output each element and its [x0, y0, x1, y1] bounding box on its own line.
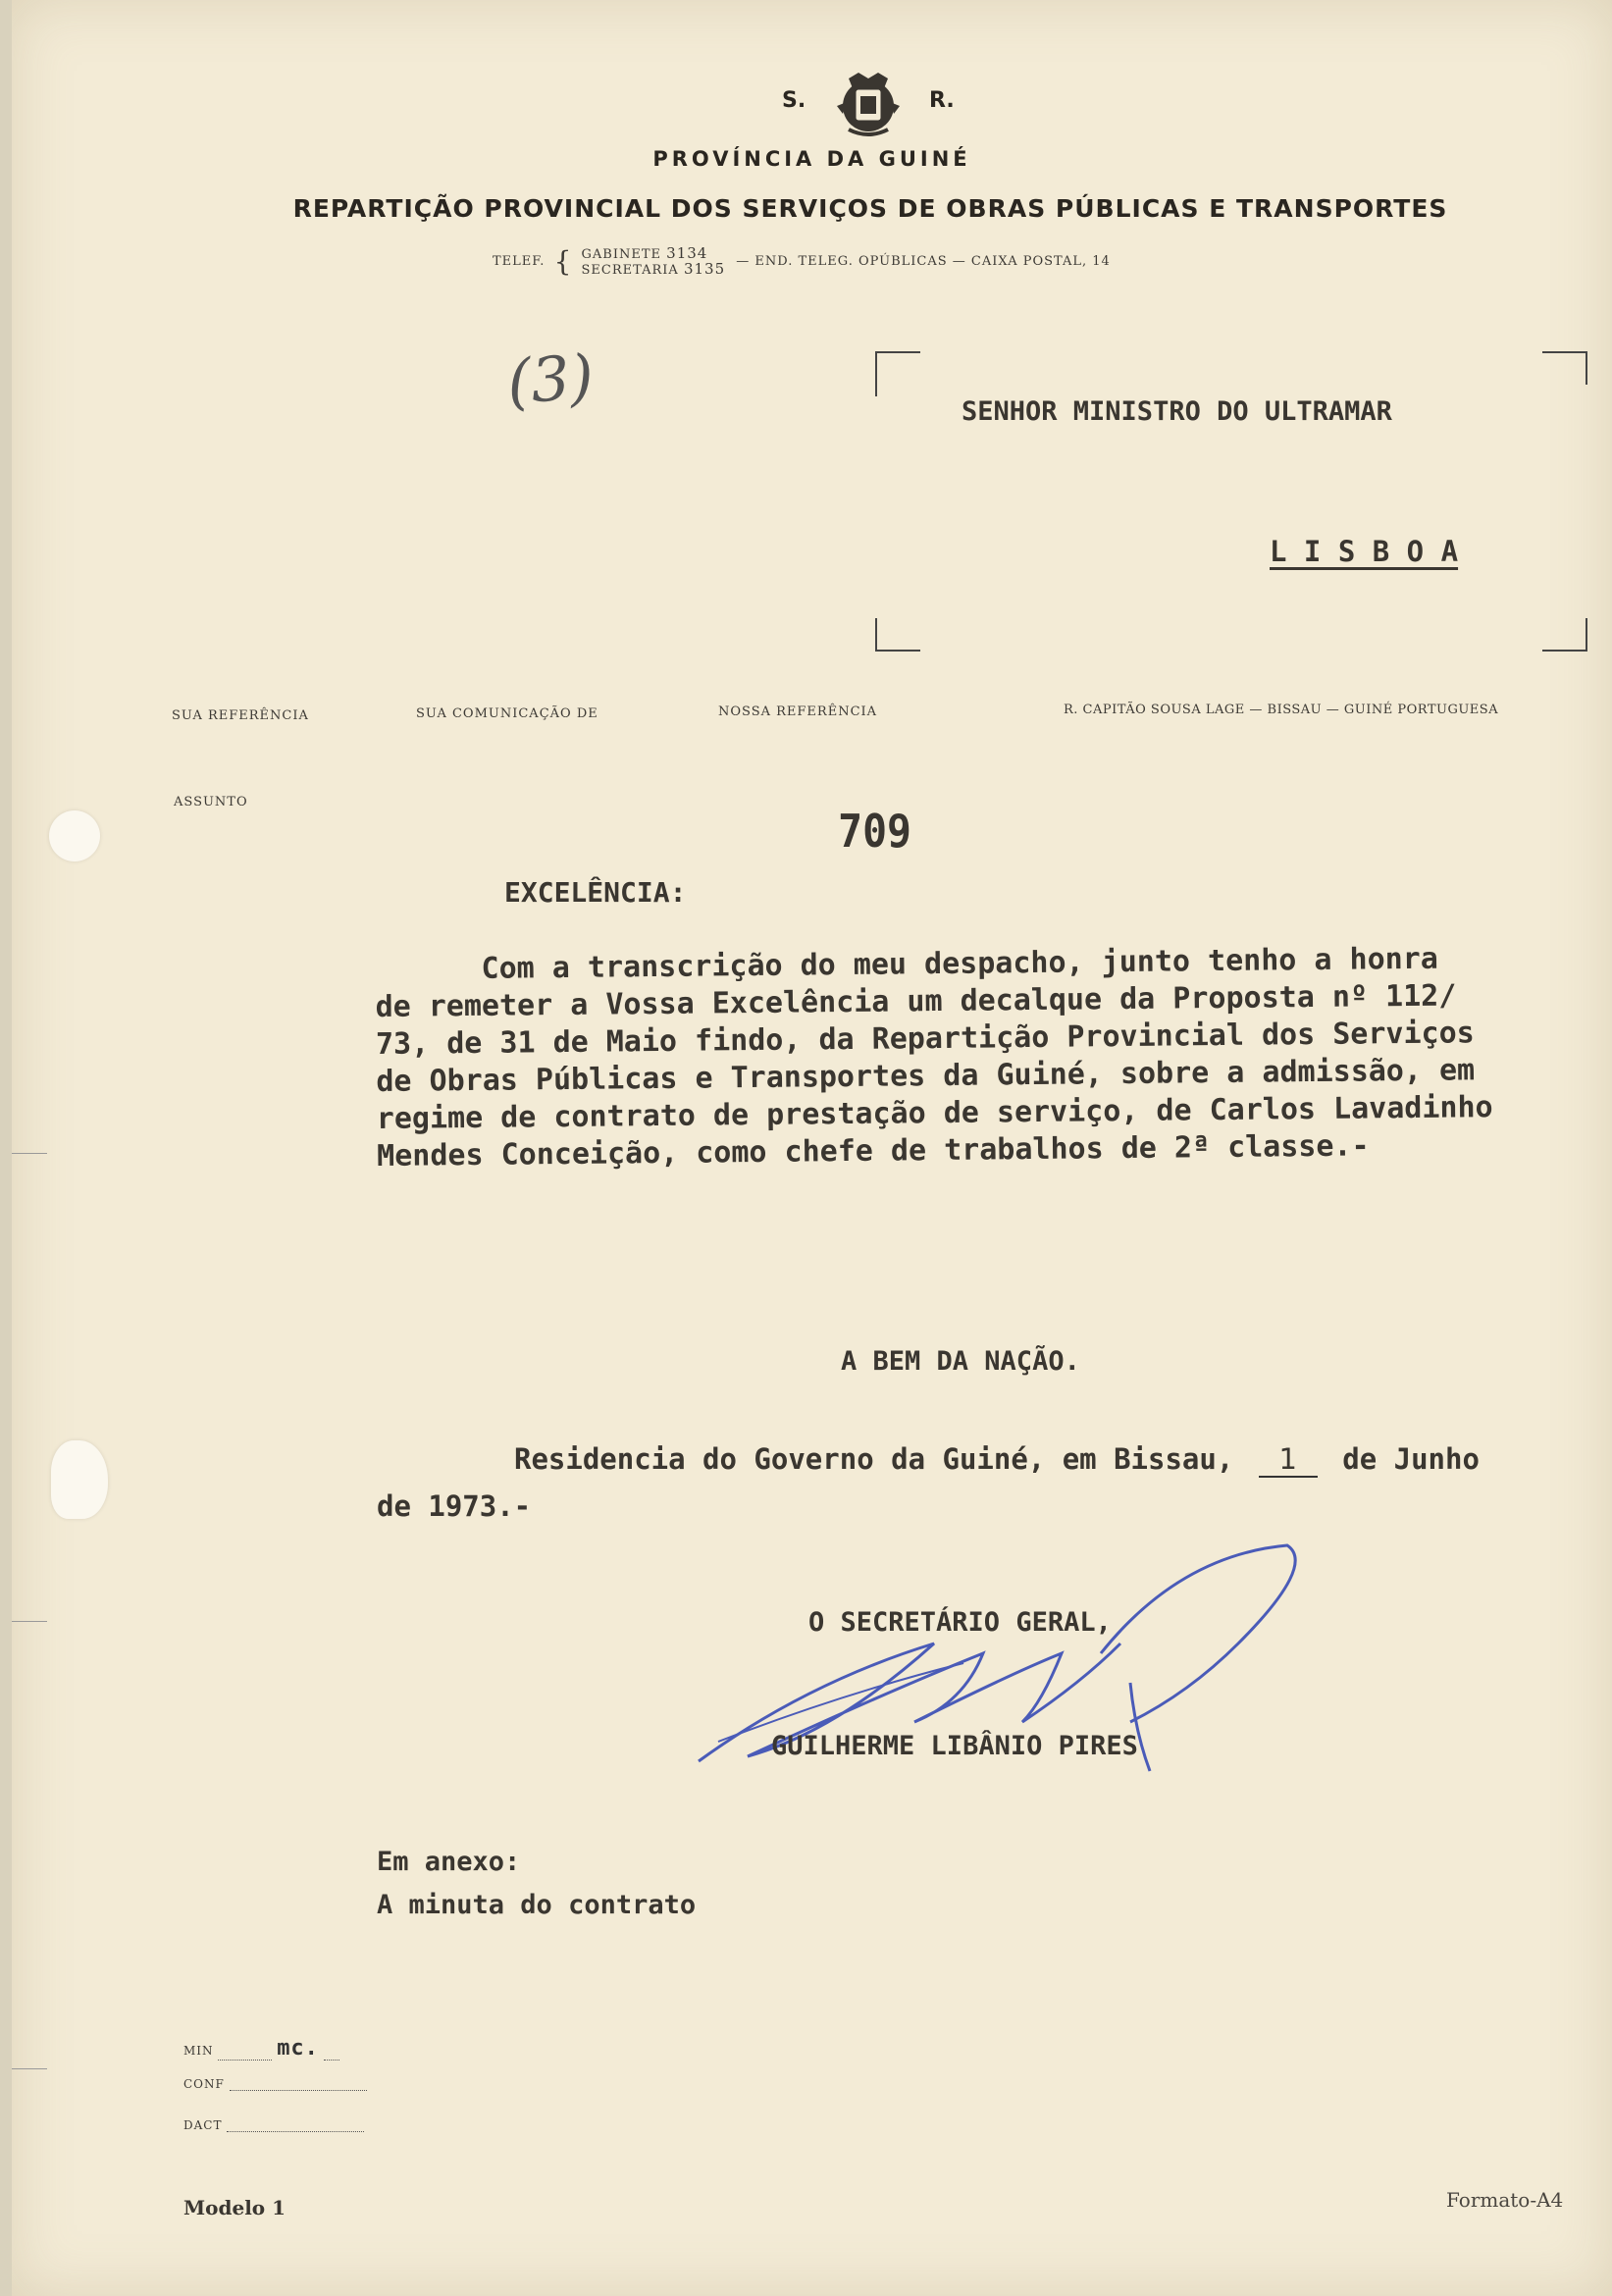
enclosure-item: A minuta do contrato	[377, 1890, 697, 1920]
dact-row	[183, 2117, 364, 2132]
document-page	[12, 0, 1612, 2296]
signatory-title: O SECRETÁRIO GERAL,	[808, 1607, 1112, 1638]
date-day: 1	[1259, 1442, 1318, 1478]
body-line-2: de remeter a Vossa Excelência um decalque da Proposta nº 112/	[375, 978, 1457, 1024]
gabinete-number: 3134	[666, 243, 708, 262]
body-line-5: regime de contrato de prestação de serviço, de Carlos Lavadinho	[376, 1090, 1493, 1136]
body-line-1: Com a transcrição do meu despacho, junto tenho a honra	[375, 941, 1439, 987]
sua-referencia-label: SUA REFERÊNCIA	[172, 708, 309, 723]
date-line	[514, 1442, 1480, 1478]
body-paragraph	[375, 939, 1612, 1175]
formato-label: Formato-A4	[1446, 2188, 1564, 2212]
signatory-name: GUILHERME LIBÂNIO PIRES	[771, 1731, 1138, 1761]
conf-label: CONF	[183, 2077, 225, 2091]
modelo-label: Modelo 1	[183, 2196, 286, 2219]
phone-block	[581, 243, 726, 278]
window-corner-br	[1542, 618, 1587, 652]
min-value: mc.	[277, 2036, 319, 2061]
edge-mark-2	[12, 1621, 47, 1622]
department-title: REPARTIÇÃO PROVINCIAL DOS SERVIÇOS DE OBRAS PÚBLICAS E TRANSPORTES	[292, 194, 1448, 223]
min-row	[183, 2036, 339, 2061]
recipient-city: L I S B O A	[1270, 535, 1459, 568]
edge-mark-3	[12, 2068, 47, 2069]
enclosure-label: Em anexo:	[377, 1847, 521, 1877]
secretaria-number: 3135	[683, 259, 726, 278]
telephone-line	[493, 245, 1111, 278]
address-line: — END. TELEG. OPÚBLICAS — CAIXA POSTAL, 14	[736, 254, 1111, 269]
recipient-line1: SENHOR MINISTRO DO ULTRAMAR	[962, 396, 1392, 427]
body-line-4: de Obras Públicas e Transportes da Guiné, sobre a admissão, em	[376, 1053, 1476, 1099]
date-year: de 1973.-	[377, 1489, 532, 1523]
window-corner-bl	[875, 618, 920, 652]
conf-row	[183, 2076, 367, 2091]
body-line-3: 73, de 31 de Maio findo, da Repartição Provincial dos Serviços	[375, 1016, 1475, 1062]
bracket: {	[553, 245, 573, 278]
letterhead-s: S.	[782, 88, 806, 113]
body-line-6: Mendes Conceição, como chefe de trabalhos de 2ª classe.-	[377, 1128, 1370, 1174]
handwritten-annotation: (3)	[504, 340, 597, 418]
telef-label: TELEF.	[493, 254, 546, 269]
document-number: 709	[838, 805, 911, 858]
sua-comunicacao-label: SUA COMUNICAÇÃO DE	[416, 706, 598, 721]
dact-dots	[227, 2117, 364, 2132]
min-label: MIN	[183, 2044, 214, 2058]
window-corner-tr	[1542, 351, 1587, 385]
gabinete-label: GABINETE	[581, 246, 662, 262]
province-title: PROVÍNCIA DA GUINÉ	[652, 147, 971, 171]
secretaria-label: SECRETARIA	[581, 262, 679, 278]
window-corner-tl	[875, 351, 920, 396]
coat-of-arms-icon	[829, 67, 908, 141]
sender-address: R. CAPITÃO SOUSA LAGE — BISSAU — GUINÉ PORTUGUESA	[1064, 703, 1499, 717]
min-dots-end	[324, 2046, 339, 2061]
edge-mark-1	[12, 1153, 47, 1154]
nossa-referencia-label: NOSSA REFERÊNCIA	[718, 704, 878, 719]
date-text: Residencia do Governo da Guiné, em Bissau,	[514, 1442, 1234, 1476]
letterhead-r: R.	[929, 88, 955, 113]
dact-label: DACT	[183, 2118, 223, 2132]
date-month: de Junho	[1342, 1442, 1480, 1476]
min-dots	[218, 2046, 272, 2061]
punch-hole-bottom	[51, 1440, 108, 1519]
punch-hole-top	[49, 810, 100, 861]
salutation: EXCELÊNCIA:	[504, 876, 687, 909]
closing-formula: A BEM DA NAÇÃO.	[841, 1346, 1080, 1377]
conf-dots	[230, 2076, 367, 2091]
assunto-label: ASSUNTO	[174, 795, 248, 809]
